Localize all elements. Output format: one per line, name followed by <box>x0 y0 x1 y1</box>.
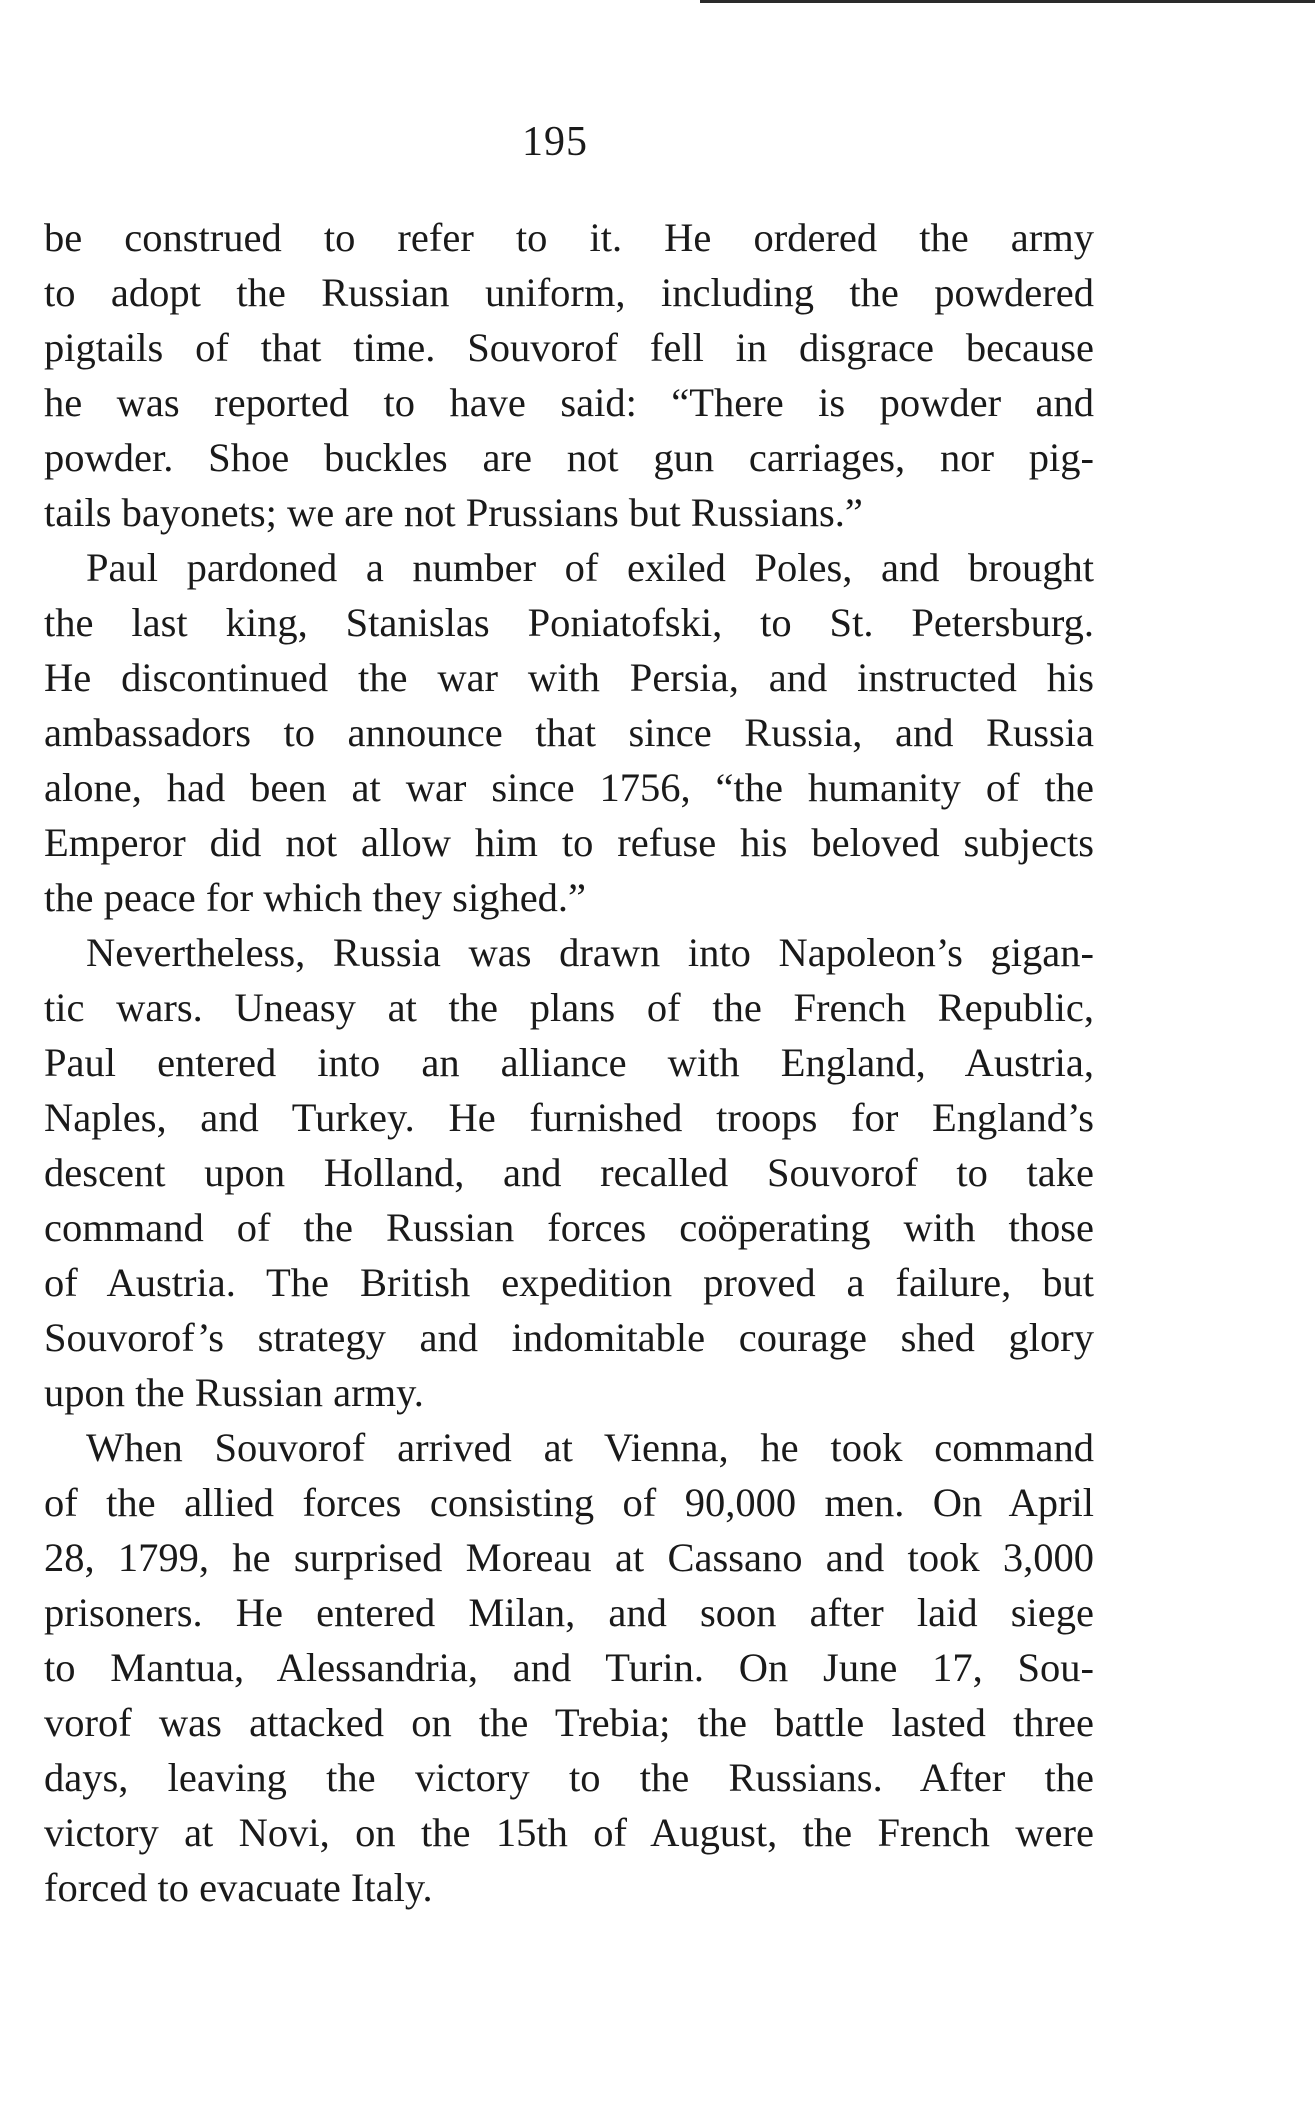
text-line: Naples, and Turkey. He furnished troops for England’s <box>44 1095 1094 1140</box>
text-line: Nevertheless, Russia was drawn into Napoleon’s gigan- <box>86 930 1094 975</box>
text-line: he was reported to have said: “There is powder and <box>44 380 1094 425</box>
text-line: tails bayonets; we are not Prussians but Russians.” <box>44 490 863 535</box>
paragraph-2 <box>44 540 1094 925</box>
text-line: forced to evacuate Italy. <box>44 1865 433 1910</box>
paragraph-1 <box>44 210 1094 540</box>
text-line: victory at Novi, on the 15th of August, the French were <box>44 1810 1094 1855</box>
text-line: descent upon Holland, and recalled Souvorof to take <box>44 1150 1094 1195</box>
text-line: of Austria. The British expedition proved a failure, but <box>44 1260 1094 1305</box>
text-line: vorof was attacked on the Trebia; the battle lasted three <box>44 1700 1094 1745</box>
text-line: command of the Russian forces coöperating with those <box>44 1205 1094 1250</box>
text-line: prisoners. He entered Milan, and soon after laid siege <box>44 1590 1094 1635</box>
text-body <box>44 210 1094 1915</box>
text-line: days, leaving the victory to the Russians. After the <box>44 1755 1094 1800</box>
paragraph-4 <box>44 1420 1094 1915</box>
text-line: to adopt the Russian uniform, including the powdered <box>44 270 1094 315</box>
text-line: to Mantua, Alessandria, and Turin. On June 17, Sou- <box>44 1645 1094 1690</box>
text-line: Souvorof’s strategy and indomitable courage shed glory <box>44 1315 1094 1360</box>
text-line: Paul entered into an alliance with England, Austria, <box>44 1040 1094 1085</box>
text-line: Emperor did not allow him to refuse his beloved subjects <box>44 820 1094 865</box>
text-line: the peace for which they sighed.” <box>44 875 587 920</box>
text-line: of the allied forces consisting of 90,000 men. On April <box>44 1480 1094 1525</box>
top-rule <box>700 0 1315 3</box>
text-line: He discontinued the war with Persia, and instructed his <box>44 655 1094 700</box>
paragraph-3 <box>44 925 1094 1420</box>
text-line: pigtails of that time. Souvorof fell in disgrace because <box>44 325 1094 370</box>
text-line: be construed to refer to it. He ordered the army <box>44 215 1094 260</box>
text-line: 28, 1799, he surprised Moreau at Cassano and took 3,000 <box>44 1535 1094 1580</box>
text-line: When Souvorof arrived at Vienna, he took command <box>86 1425 1094 1470</box>
text-line: alone, had been at war since 1756, “the humanity of the <box>44 765 1094 810</box>
text-line: tic wars. Uneasy at the plans of the French Republic, <box>44 985 1094 1030</box>
text-line: Paul pardoned a number of exiled Poles, and brought <box>86 545 1094 590</box>
text-line: the last king, Stanislas Poniatofski, to St. Petersburg. <box>44 600 1094 645</box>
text-line: upon the Russian army. <box>44 1370 424 1415</box>
text-line: powder. Shoe buckles are not gun carriages, nor pig- <box>44 435 1094 480</box>
text-line: ambassadors to announce that since Russia, and Russia <box>44 710 1094 755</box>
page-number: 195 <box>522 119 588 165</box>
